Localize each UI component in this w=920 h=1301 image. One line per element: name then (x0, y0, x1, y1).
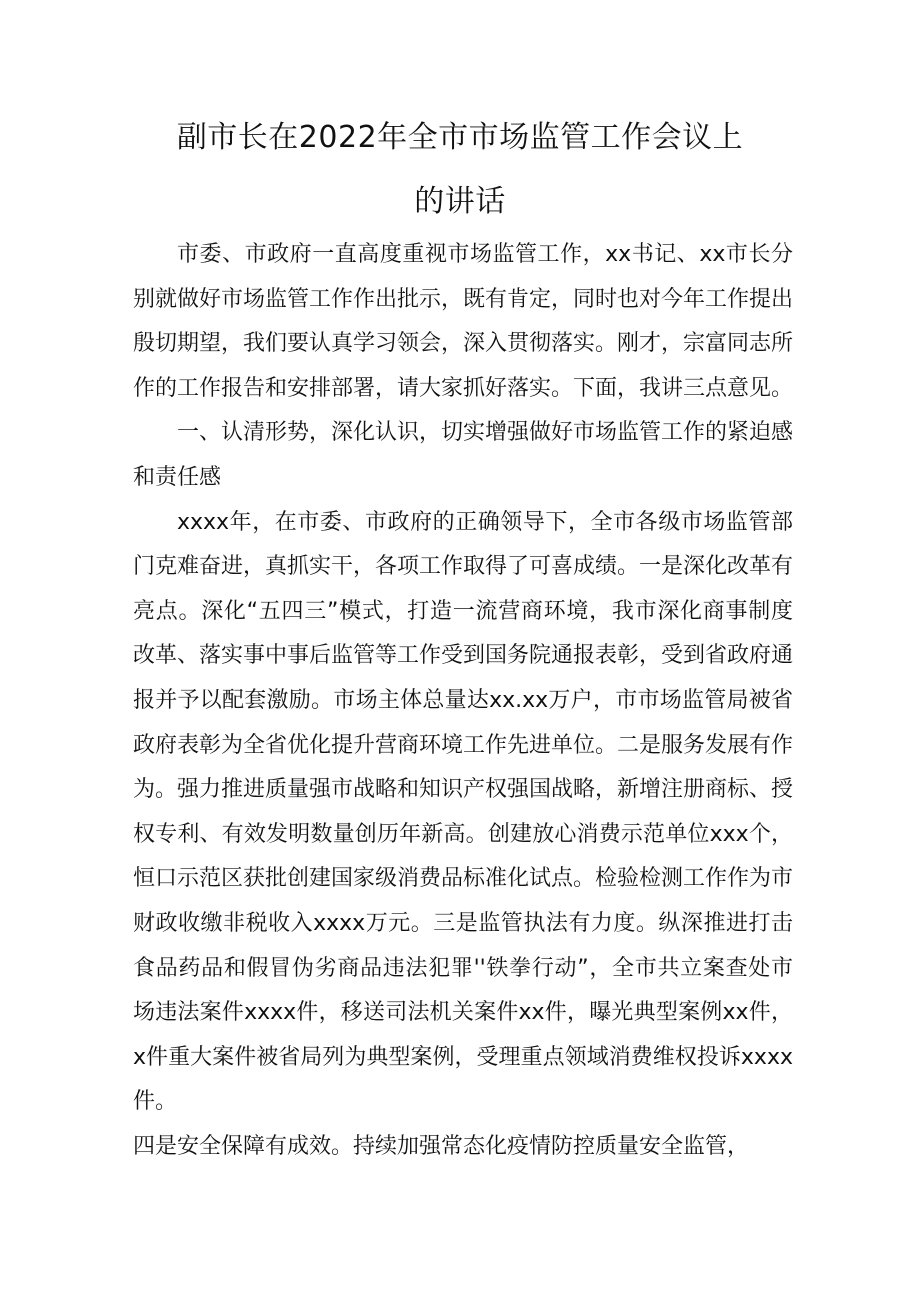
paragraph-achievements: xxxx年，在市委、市政府的正确领导下，全市各级市场监管部门克难奋进，真抓实干，各项工作取得了可喜成绩。一是深化改革有亮点。深化“五四三”模式，打造一流营商环境，我市深化商事制度改革、落实事中事后监管等工作受到国务院通报表彰，受到省政府通报并予以配套激励。市场主体总量达xx.xx万户，市市场监管局被省政府表彰为全省优化提升营商环境工作先进单位。二是服务发展有作为。强力推进质量强市战略和知识产权强国战略，新增注册商标、授权专利、有效发明数量创历年新高。创建放心消费示范单位xxx个，恒口示范区获批创建国家级消费品标准化试点。检验检测工作作为市财政收缴非税收入xxxx万元。三是监管执法有力度。纵深推进打击食品药品和假冒伪劣商品违法犯罪''铁拳行动”，全市共立案查处市场违法案件xxxx件，移送司法机关案件xx件，曝光典型案例xx件，x件重大案件被省局列为典型案例，受理重点领域消费维权投诉xxxx件。 (133, 509, 794, 1115)
document-title-line-1: 副市长在2022年全市市场监管工作会议上 (176, 120, 744, 155)
paragraph-safety: 四是安全保障有成效。持续加强常态化疫情防控质量安全监管， (133, 1133, 750, 1159)
document-body (133, 233, 793, 1169)
document-title-line-2: 的讲话 (414, 184, 506, 219)
paragraph-intro: 市委、市政府一直高度重视市场监管工作，xx书记、xx市长分别就做好市场监管工作作出批示，既有肯定，同时也对今年工作提出殷切期望，我们要认真学习领会，深入贯彻落实。刚才，宗富同志所作的工作报告和安排部署，请大家抓好落实。下面，我讲三点意见。 (133, 242, 794, 401)
section-heading-1: 一、认清形势，深化认识，切实增强做好市场监管工作的紧迫感和责任感 (133, 420, 794, 490)
